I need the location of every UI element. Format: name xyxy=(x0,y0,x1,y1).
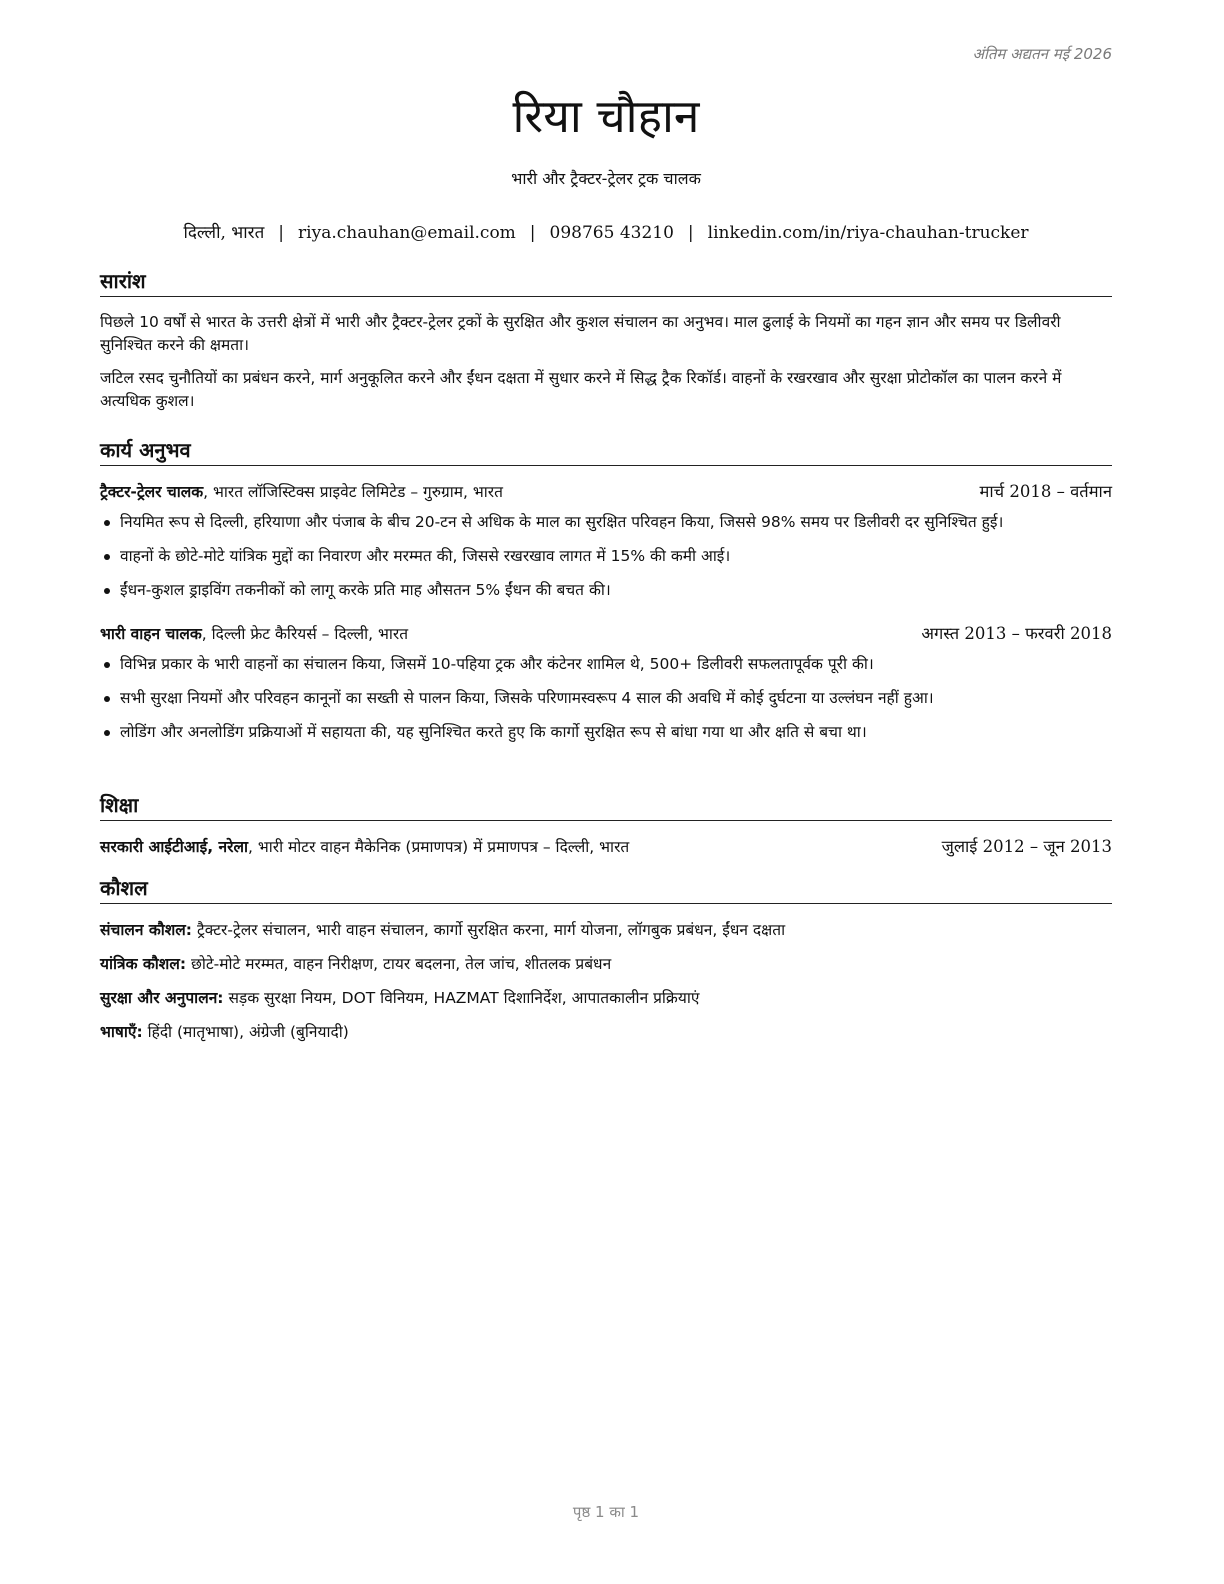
job-role: ट्रैक्टर-ट्रेलर चालक xyxy=(100,483,204,501)
bullet-text: सभी सुरक्षा नियमों और परिवहन कानूनों का सख्ती से पालन किया, जिसके परिणामस्वरूप 4 साल की अवधि में कोई दुर्घटना या उल्लंघन नहीं हुआ। xyxy=(120,689,934,707)
bullet-item xyxy=(100,544,1112,568)
resume-page xyxy=(100,0,1112,1584)
job-title-line xyxy=(100,480,503,504)
job-header xyxy=(100,480,1112,504)
job-bullets xyxy=(100,652,1112,744)
summary-paragraph: जटिल रसद चुनौतियों का प्रबंधन करने, मार्ग अनुकूलित करने और ईंधन दक्षता में सुधार करने में सिद्ध ट्रैक रिकॉर्ड। वाहनों के रखरखाव और सुरक्षा प्रोटोकॉल का पालन करने में अत्यधिक कुशल। xyxy=(100,369,1062,410)
bullet-item xyxy=(100,720,1112,744)
job-entry xyxy=(100,480,1112,602)
skill-label: यांत्रिक कौशल: xyxy=(100,955,187,973)
contact-location: दिल्ली, भारत xyxy=(183,223,265,243)
skills-list xyxy=(100,918,1112,1044)
contact-line xyxy=(100,220,1112,243)
education-section xyxy=(100,792,1112,859)
experience-section xyxy=(100,437,1112,754)
bullet-text: नियमित रूप से दिल्ली, हरियाणा और पंजाब के बीच 20-टन से अधिक के माल का सुरक्षित परिवहन किया, जिससे 98% समय पर डिलीवरी दर सुनिश्चित हुई। xyxy=(120,513,1004,531)
job-header xyxy=(100,622,1112,646)
education-detail: , भारी मोटर वाहन मैकेनिक (प्रमाणपत्र) में प्रमाणपत्र – दिल्ली, भारत xyxy=(247,838,630,856)
contact-separator: | xyxy=(687,223,694,243)
skill-line xyxy=(100,986,1112,1010)
contact-email[interactable]: riya.chauhan@email.com xyxy=(298,223,516,243)
bullet-dot-icon xyxy=(104,520,110,526)
bullet-dot-icon xyxy=(104,696,110,702)
skill-label: सुरक्षा और अनुपालन: xyxy=(100,989,224,1007)
bullet-dot-icon xyxy=(104,662,110,668)
contact-separator: | xyxy=(278,223,285,243)
summary-paragraph: पिछले 10 वर्षों से भारत के उत्तरी क्षेत्रों में भारी और ट्रैक्टर-ट्रेलर ट्रकों के सुरक्षित और कुशल संचालन का अनुभव। माल ढुलाई के नियमों का गहन ज्ञान और समय पर डिलीवरी सुनिश्चित करने की क्षमता। xyxy=(100,313,1061,354)
bullet-item xyxy=(100,686,1112,710)
last-updated-note: अंतिम अद्यतन मई 2026 xyxy=(972,45,1112,63)
bullet-item xyxy=(100,578,1112,602)
bullet-dot-icon xyxy=(104,554,110,560)
job-role: भारी वाहन चालक xyxy=(100,625,202,643)
bullet-dot-icon xyxy=(104,730,110,736)
job-org: , भारत लॉजिस्टिक्स प्राइवेट लिमिटेड – गुरुग्राम, भारत xyxy=(203,483,503,501)
skill-line xyxy=(100,952,1112,976)
education-heading: शिक्षा xyxy=(100,792,1112,821)
contact-linkedin[interactable]: linkedin.com/in/riya-chauhan-trucker xyxy=(707,223,1029,243)
summary-heading: सारांश xyxy=(100,268,1112,297)
bullet-dot-icon xyxy=(104,588,110,594)
job-org: , दिल्ली फ्रेट कैरियर्स – दिल्ली, भारत xyxy=(201,625,409,643)
education-entry xyxy=(100,835,1112,859)
experience-heading: कार्य अनुभव xyxy=(100,437,1112,466)
job-entry xyxy=(100,622,1112,744)
job-dates: मार्च 2018 – वर्तमान xyxy=(979,482,1112,501)
job-bullets xyxy=(100,510,1112,602)
skills-section xyxy=(100,875,1112,1054)
education-title-line xyxy=(100,835,629,859)
bullet-text: विभिन्न प्रकार के भारी वाहनों का संचालन किया, जिसमें 10-पहिया ट्रक और कंटेनर शामिल थे, 500+ डिलीवरी सफलतापूर्वक पूरी की। xyxy=(120,655,874,673)
contact-separator: | xyxy=(529,223,536,243)
bullet-item xyxy=(100,510,1112,534)
job-title-line xyxy=(100,622,408,646)
job-dates: अगस्त 2013 – फरवरी 2018 xyxy=(921,624,1112,643)
skill-label: भाषाएँ: xyxy=(100,1023,143,1041)
education-institution: सरकारी आईटीआई, नरेला xyxy=(100,838,248,856)
bullet-item xyxy=(100,652,1112,676)
skill-line xyxy=(100,1020,1112,1044)
skill-value: सड़क सुरक्षा नियम, DOT विनियम, HAZMAT दिशानिर्देश, आपातकालीन प्रक्रियाएं xyxy=(223,989,700,1007)
skill-value: छोटे-मोटे मरम्मत, वाहन निरीक्षण, टायर बदलना, तेल जांच, शीतलक प्रबंधन xyxy=(186,955,612,973)
summary-section xyxy=(100,268,1112,413)
candidate-name: रिया चौहान xyxy=(512,89,700,143)
skill-value: हिंदी (मातृभाषा), अंग्रेजी (बुनियादी) xyxy=(142,1023,349,1041)
candidate-headline: भारी और ट्रैक्टर-ट्रेलर ट्रक चालक xyxy=(511,169,701,188)
bullet-text: लोडिंग और अनलोडिंग प्रक्रियाओं में सहायता की, यह सुनिश्चित करते हुए कि कार्गो सुरक्षित रूप से बांधा गया था और क्षति से बचा था। xyxy=(120,723,867,741)
page-number: पृष्ठ 1 का 1 xyxy=(572,1503,640,1521)
bullet-text: ईंधन-कुशल ड्राइविंग तकनीकों को लागू करके प्रति माह औसतन 5% ईंधन की बचत की। xyxy=(120,581,611,599)
bullet-text: वाहनों के छोटे-मोटे यांत्रिक मुद्दों का निवारण और मरम्मत की, जिससे रखरखाव लागत में 15% की कमी आई। xyxy=(120,547,731,565)
skill-line xyxy=(100,918,1112,942)
skills-heading: कौशल xyxy=(100,875,1112,904)
education-dates: जुलाई 2012 – जून 2013 xyxy=(941,837,1112,856)
skill-value: ट्रैक्टर-ट्रेलर संचालन, भारी वाहन संचालन, कार्गो सुरक्षित करना, मार्ग योजना, लॉगबुक प्रबंधन, ईंधन दक्षता xyxy=(192,921,786,939)
skill-label: संचालन कौशल: xyxy=(100,921,193,939)
contact-phone: 098765 43210 xyxy=(549,223,674,243)
